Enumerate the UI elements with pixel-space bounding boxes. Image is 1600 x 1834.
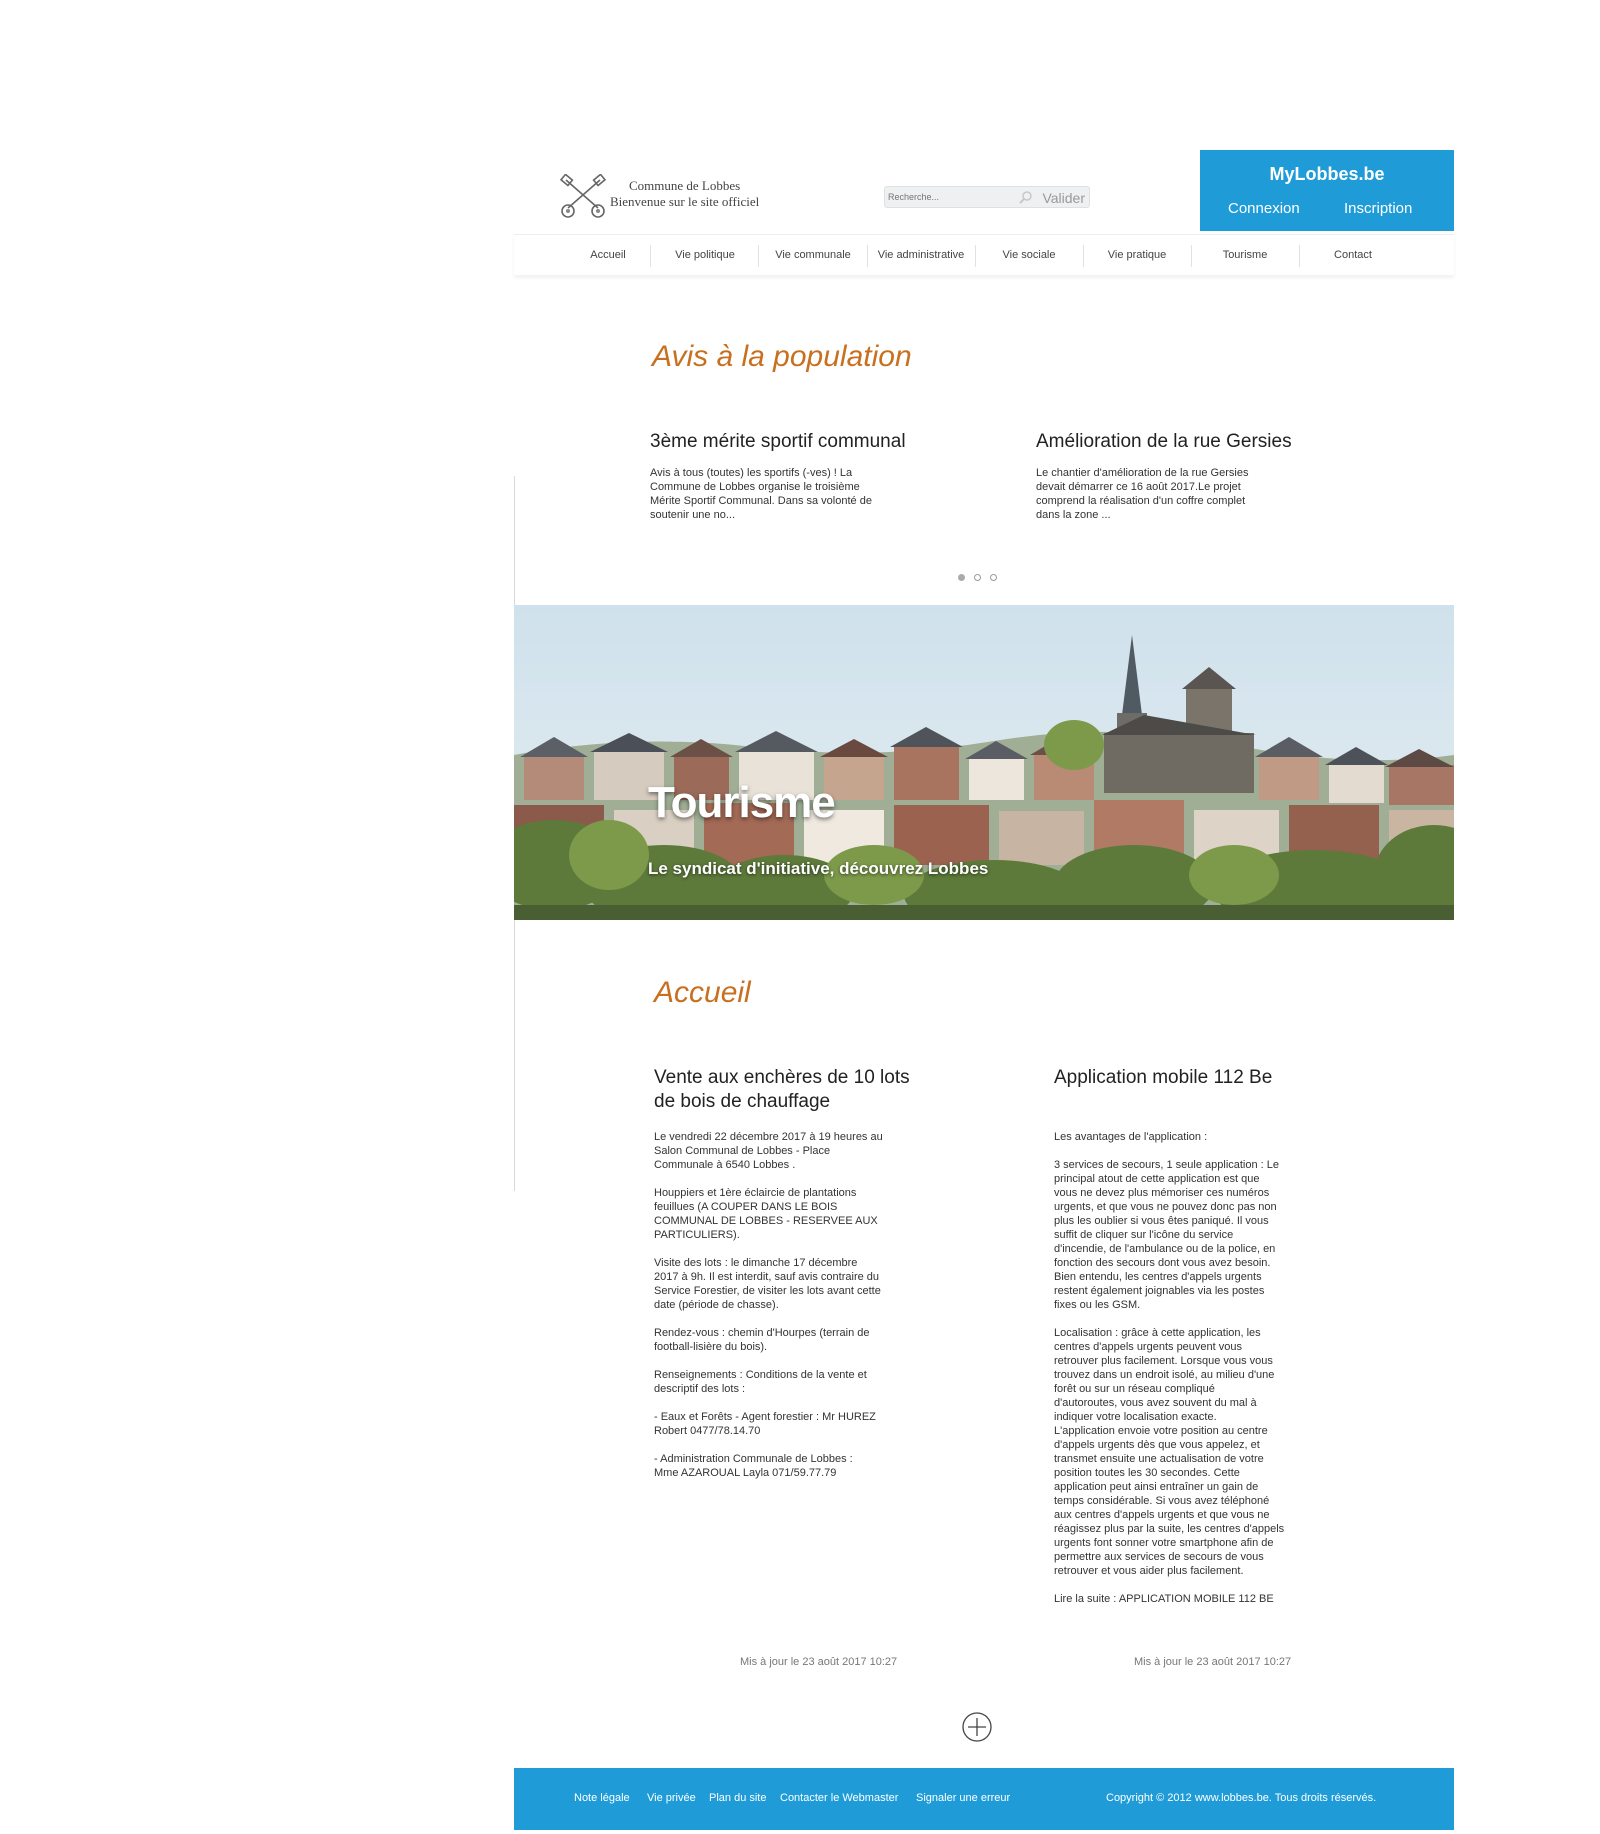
notice-title[interactable]: 3ème mérite sportif communal [650,431,906,452]
article-title[interactable]: Vente aux enchères de 10 lots de bois de chauffage [654,1067,910,1112]
article-body: Le vendredi 22 décembre 2017 à 19 heures au Salon Communal de Lobbes - Place Communale à 6540 Lobbes . Houppiers et 1ère éclaircie de plantations feuillues (A COUPER DANS LE BOIS COMMUNAL DE LOBBES - RESERVEE AUX PARTICULIERS). Visite des lots : le dimanche 17 décembre 2017 à 9h. Il est interdit, sauf avis contraire du Service Forestier, de visiter les lots avant cette date (période de chasse). Rendez-vous : chemin d'Hourpes (terrain de football-lisière du bois). Renseignements : Conditions de la vente et descriptif des lots : - Eaux et Forêts - Agent forestier : Mr HUREZ Robert 0477/78.14.70 - Administration Communale de Lobbes : Mme AZAROUAL Layla 071/59.77.79 [654,1131,883,1479]
plus-circle-icon[interactable] [962,1712,992,1742]
search-input[interactable] [888,189,1008,205]
login-link[interactable]: Connexion [1228,200,1300,217]
nav-item-contact[interactable]: Contact [1334,249,1372,261]
search-icon [1018,190,1034,206]
carousel-dot[interactable] [974,574,981,581]
site-name: Commune de Lobbes [629,178,741,193]
footer [514,1768,1454,1830]
footer-link-vie-privee[interactable]: Vie privée [647,1792,696,1804]
account-brand[interactable]: MyLobbes.be [1269,164,1385,184]
tourism-banner[interactable] [514,605,1454,920]
nav-item-accueil[interactable]: Accueil [590,249,626,261]
nav-item-tourisme[interactable]: Tourisme [1222,249,1268,261]
footer-link-note-legale[interactable]: Note légale [574,1792,630,1804]
notice-title[interactable]: Amélioration de la rue Gersies [1036,431,1292,452]
article-title[interactable]: Application mobile 112 Be [1054,1067,1273,1088]
hero-subtitle[interactable]: Le syndicat d'initiative, découvrez Lobbes [648,859,989,878]
copyright: Copyright © 2012 www.lobbes.be. Tous droits réservés. [1106,1792,1377,1804]
notice-excerpt: Le chantier d'amélioration de la rue Gersies devait démarrer ce 16 août 2017.Le projet comprend la réalisation d'un coffre complet dans la zone ... [1036,467,1249,521]
footer-link-plan-du-site[interactable]: Plan du site [709,1792,767,1804]
nav-item-vie-politique[interactable]: Vie politique [675,249,735,261]
site-title [610,178,759,210]
account-panel [1200,150,1454,231]
footer-link-signaler-erreur[interactable]: Signaler une erreur [916,1792,1011,1804]
keys-logo-icon[interactable] [558,174,608,220]
article-updated: Mis à jour le 23 août 2017 10:27 [1134,1656,1292,1668]
site-tagline: Bienvenue sur le site officiel [610,194,760,209]
register-link[interactable]: Inscription [1344,200,1413,217]
article-body: Les avantages de l'application : 3 services de secours, 1 seule application : Le principal atout de cette application est que vous ne devez plus mémoriser ces numéros urgents, et que vous ne pouvez donc pas non plus les oublier si vous êtes paniqué. Il vous suffit de cliquer sur l'icône du service d'incendie, de l'ambulance ou de la police, en fonction des secours dont vous avez besoin. Bien entendu, les centres d'appels urgents restent également joignables via les postes fixes ou les GSM. Localisation : grâce à cette application, les centres d'appels urgents peuvent vous retrouver plus facilement. Lorsque vous vous trouvez dans un endroit isolé, au milieu d'une forêt ou sur un réseau compliqué d'autoroutes, vous avez souvent du mal à indiquer votre localisation exacte. L'application envoie votre position au centre d'appels urgents dès que vous appelez, et transmet ensuite une actualisation de votre position toutes les 30 secondes. Cette application peut ainsi entraîner un gain de temps considérable. Si vous avez téléphoné aux centres d'appels urgents et que vous ne réagissez plus par la suite, les centres d'appels urgents font sonner votre smartphone afin de permettre aux services de secours de vous retrouver et vous aider plus facilement. Lire la suite : APPLICATION MOBILE 112 BE [1054,1131,1285,1605]
search-box [884,186,1090,208]
nav-item-vie-communale[interactable]: Vie communale [775,249,851,261]
carousel-dot[interactable] [990,574,997,581]
nav-item-vie-administrative[interactable]: Vie administrative [877,249,965,261]
article-updated: Mis à jour le 23 août 2017 10:27 [740,1656,898,1668]
nav-item-vie-sociale[interactable]: Vie sociale [1002,249,1056,261]
main-nav [514,234,1454,275]
notice-excerpt: Avis à tous (toutes) les sportifs (-ves) ! La Commune de Lobbes organise le troisième Mérite Sportif Communal. Dans sa volonté de soutenir une no... [650,467,872,521]
search-button[interactable]: Valider [1042,190,1085,206]
footer-link-contact-webmaster[interactable]: Contacter le Webmaster [780,1792,899,1804]
notices-heading: Avis à la population [652,340,912,373]
carousel-dot[interactable] [958,574,965,581]
hero-title: Tourisme [648,778,835,827]
home-heading: Accueil [654,976,751,1009]
page [514,150,1454,1830]
nav-item-vie-pratique[interactable]: Vie pratique [1107,249,1167,261]
